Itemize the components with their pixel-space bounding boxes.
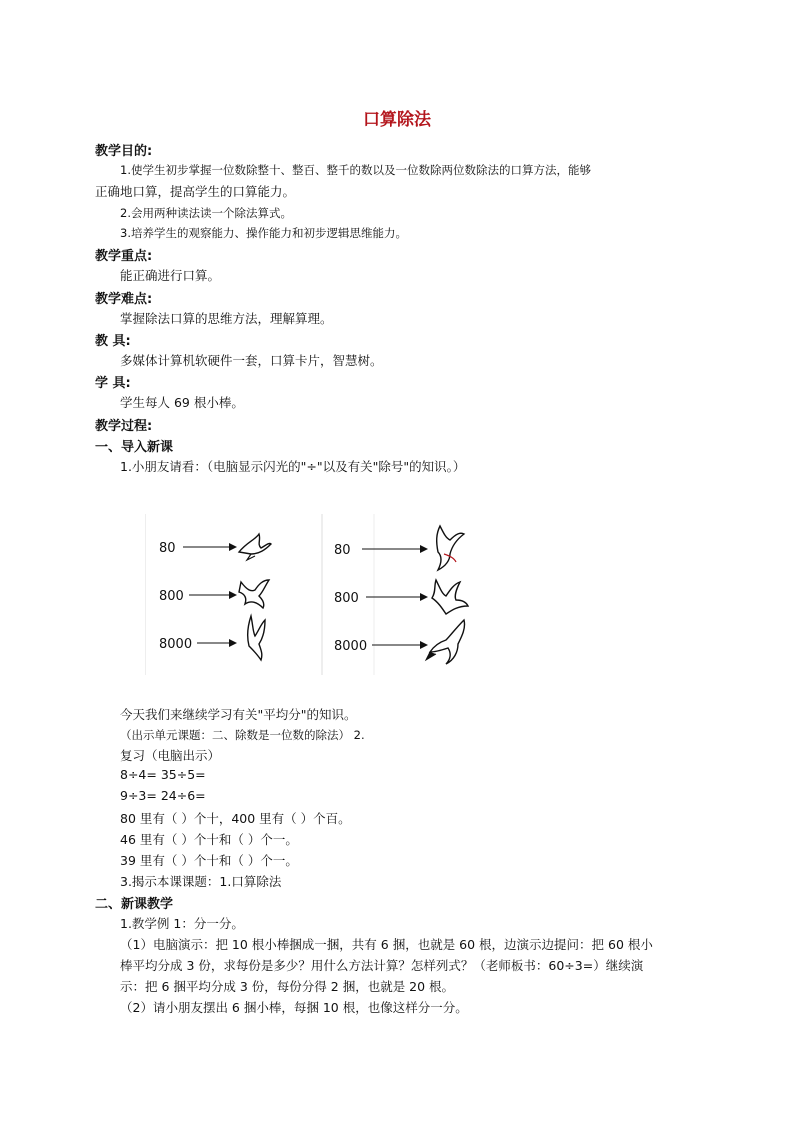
section-1-line-7: 80 里有（ ）个十，400 里有（ ）个百。 (120, 811, 351, 826)
bird-icon (239, 580, 269, 608)
section-1-heading: 一、导入新课 (95, 440, 174, 455)
bird-icon (248, 616, 265, 660)
section-1-line-3: （出示单元课题：二、除数是一位数的除法） 2. (120, 728, 365, 742)
section-1-line-2: 今天我们来继续学习有关"平均分"的知识。 (120, 707, 357, 722)
student-tools-heading: 学 具: (95, 376, 131, 391)
section-1-line-5: 8÷4= 35÷5= (120, 767, 206, 782)
goals-heading: 教学目的: (95, 144, 153, 159)
goal-1-line-a: 1.使学生初步掌握一位数除整十、整百、整千的数以及一位数除两位数除法的口算方法，能够 (120, 163, 591, 177)
section-1-line-4: 复习（电脑出示） (120, 748, 221, 763)
section-1-line-8: 46 里有（ ）个十和（ ）个一。 (120, 832, 298, 847)
section-2-line-1: 1.教学例 1：分一分。 (120, 916, 244, 931)
bird-icon (239, 534, 271, 560)
section-2-line-4: 示：把 6 捆平均分成 3 份，每份分得 2 捆，也就是 20 根。 (120, 979, 455, 994)
teaching-tools-text: 多媒体计算机软硬件一套，口算卡片，智慧树。 (120, 353, 383, 368)
key-points-text: 能正确进行口算。 (120, 268, 221, 283)
section-2-line-5: （2）请小朋友摆出 6 捆小棒，每捆 10 根，也像这样分一分。 (120, 1000, 468, 1015)
section-1-line-10: 3.揭示本课课题：1.口算除法 (120, 874, 282, 889)
difficulty-text: 掌握除法口算的思维方法，理解算理。 (120, 311, 333, 326)
right-number-8000: 8000 (334, 639, 368, 654)
key-points-heading: 教学重点: (95, 249, 153, 264)
bird-figure-left (145, 512, 285, 677)
page-title: 口算除法 (363, 110, 431, 130)
bird-icon (437, 526, 464, 570)
section-2-line-2: （1）电脑演示：把 10 根小棒捆成一捆，共有 6 捆，也就是 60 根，边演示边提问：把 60 根小 (120, 937, 653, 952)
right-number-800: 800 (334, 591, 359, 606)
difficulty-heading: 教学难点: (95, 292, 153, 307)
right-number-80: 80 (334, 543, 351, 558)
section-1-line-9: 39 里有（ ）个十和（ ）个一。 (120, 853, 298, 868)
section-2-line-3: 棒平均分成 3 份，求每份是多少？用什么方法计算？怎样列式？（老师板书：60÷3=）继续演 (120, 958, 644, 973)
left-number-8000: 8000 (159, 637, 193, 652)
section-1-line-6: 9÷3= 24÷6= (120, 788, 206, 803)
bird-icon (432, 580, 468, 614)
student-tools-text: 学生每人 69 根小棒。 (120, 395, 244, 410)
bird-figure-right (320, 512, 470, 677)
left-number-800: 800 (159, 589, 184, 604)
section-2-heading: 二、新课教学 (95, 897, 174, 912)
section-1-line-1: 1.小朋友请看：（电脑显示闪光的"÷"以及有关"除号"的知识。） (120, 459, 466, 474)
goal-2: 2.会用两种读法读一个除法算式。 (120, 206, 292, 220)
goal-3: 3.培养学生的观察能力、操作能力和初步逻辑思维能力。 (120, 226, 407, 240)
bird-icon (426, 620, 465, 664)
process-heading: 教学过程: (95, 419, 153, 434)
goal-1-line-b: 正确地口算，提高学生的口算能力。 (95, 184, 296, 199)
left-number-80: 80 (159, 541, 176, 556)
teaching-tools-heading: 教 具: (95, 334, 131, 349)
